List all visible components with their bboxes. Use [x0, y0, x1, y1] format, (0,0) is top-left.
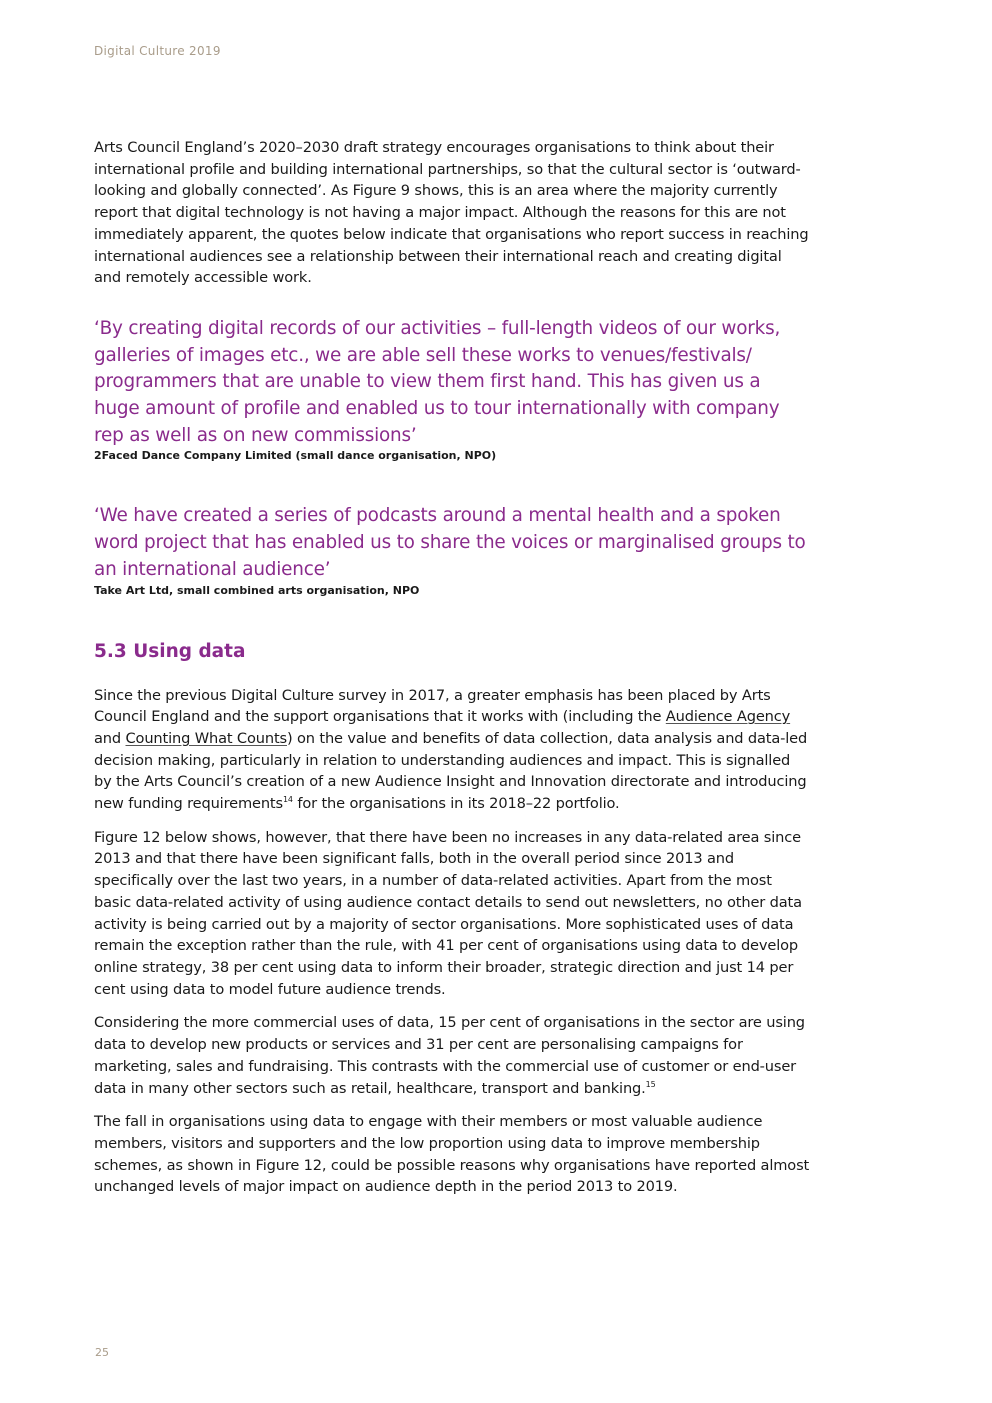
body-paragraph: Figure 12 below shows, however, that there have been no increases in any data-related area since 2013 and that there have been significant falls, both in the overall period since 2013 and specifically over the last two years, in a number of data-related activities. Apart from the most basic data-related activity of using audience contact details to send out newsletters, no other data activity is being carried out by a majority of sector organisations. More sophisticated uses of data remain the exception rather than the rule, with 41 per cent of organisations using data to develop online strategy, 38 per cent using data to inform their broader, strategic direction and just 14 per cent using data to model future audience trends. — [94, 828, 802, 998]
page-number: 25 — [95, 1346, 109, 1359]
section-heading: 5.3 Using data — [94, 640, 246, 662]
pull-quote: ‘By creating digital records of our activities – full-length videos of our works, galleries of images etc., we are able sell these works to venues/festivals/ programmers that are unable to view them first hand. This has given us a huge amount of profile and enabled us to tour internationally with company rep as well as on new commissions’ — [94, 317, 781, 446]
footnote-ref[interactable]: 15 — [645, 1079, 656, 1089]
paragraph-text: and — [94, 729, 126, 747]
running-header: Digital Culture 2019 — [94, 44, 221, 58]
body-paragraph — [94, 1012, 810, 1099]
footnote-ref[interactable]: 14 — [282, 795, 293, 805]
counting-what-counts-link[interactable]: Counting What Counts — [125, 729, 287, 747]
page-content — [94, 137, 810, 1198]
body-paragraph: The fall in organisations using data to engage with their members or most valuable audience members, visitors and supporters and the low proportion using data to improve membership schemes, as shown in Figure 12, could be possible reasons why organisations have reported almost unchanged levels of major impact on audience depth in the period 2013 to 2019. — [94, 1113, 810, 1196]
audience-agency-link[interactable]: Audience Agency — [665, 708, 791, 726]
intro-paragraph: Arts Council England’s 2020–2030 draft strategy encourages organisations to think about their international profile and building international partnerships, so that the cultural sector is ‘outward-looking and globally connected’. As Figure 9 shows, this is an area where the majority currently report that digital technology is not having a major impact. Although the reasons for this are not immediately apparent, the quotes below indicate that organisations who report success in reaching international audiences see a relationship between their international reach and creating digital and remotely accessible work. — [94, 139, 809, 287]
paragraph-text: Since the previous Digital Culture survey in 2017, a greater emphasis has been placed by Arts Council England and the support organisations that it works with (including the — [94, 686, 771, 726]
body-paragraph — [94, 685, 810, 815]
pull-quote: ‘We have created a series of podcasts around a mental health and a spoken word project that has enabled us to share the voices or marginalised groups to an international audience’ — [94, 505, 806, 580]
quote-attribution: Take Art Ltd, small combined arts organisation, NPO — [94, 583, 420, 597]
paragraph-text: for the organisations in its 2018–22 portfolio. — [292, 795, 620, 813]
paragraph-text: ) on the value and benefits of data collection, data analysis and data-led decision making, particularly in relation to understanding audiences and impact. This is signalled by the Arts Council’s creation of a new Audience Insight and Innovation directorate and introducing new funding requirements — [94, 729, 808, 813]
paragraph-text: Considering the more commercial uses of data, 15 per cent of organisations in the sector are using data to develop new products or services and 31 per cent are personalising campaigns for marketing, sales and fundraising. This contrasts with the commercial use of customer or end-user data in many other sectors such as retail, healthcare, transport and banking. — [94, 1014, 805, 1097]
quote-attribution: 2Faced Dance Company Limited (small dance organisation, NPO) — [94, 449, 497, 463]
